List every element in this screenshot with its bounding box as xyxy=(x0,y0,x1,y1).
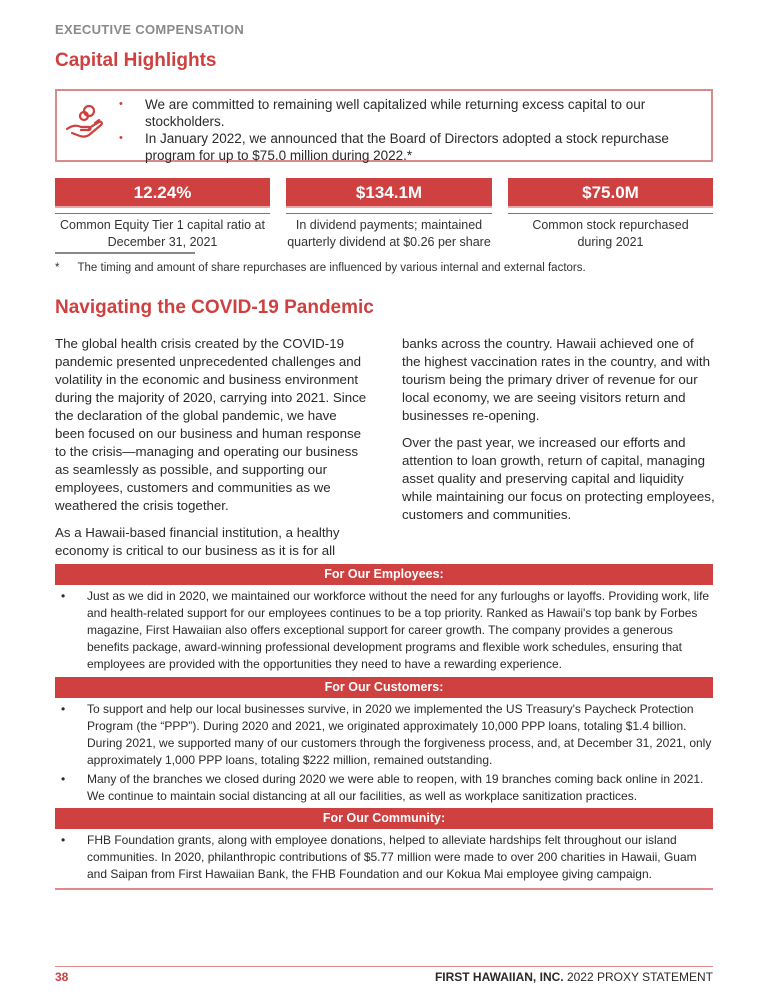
capital-highlights-title: Capital Highlights xyxy=(55,50,217,71)
callout-bullet: • We are committed to remaining well capitalized while returning excess capital to our stockholders. xyxy=(119,96,699,130)
section-kicker: EXECUTIVE COMPENSATION xyxy=(55,22,245,37)
capital-callout xyxy=(55,89,713,162)
stat-cet1 xyxy=(55,178,270,251)
paragraph: banks across the country. Hawaii achieved one of the highest vaccination rates in the country, and with tourism being the primary driver of revenue for our local economy, we are seeing visitors return and businesses re-opening. xyxy=(402,336,710,423)
footnote-text: The timing and amount of share repurchases are influenced by various internal and external factors. xyxy=(77,262,586,274)
stat-desc: In dividend payments; maintained quarterly dividend at $0.26 per share xyxy=(286,213,492,251)
document-name: 2022 PROXY STATEMENT xyxy=(563,970,713,984)
stat-dividends xyxy=(286,178,492,251)
covid-right-column xyxy=(402,335,715,533)
stat-value: $75.0M xyxy=(508,178,713,208)
stat-desc: Common stock repurchased during 2021 xyxy=(508,213,713,251)
stat-value: 12.24% xyxy=(55,178,270,208)
page-footer xyxy=(55,966,713,984)
community-section xyxy=(55,808,713,890)
section-header: For Our Employees: xyxy=(55,564,713,585)
paragraph: As a Hawaii-based financial institution, a healthy economy is critical to our business as it is for all xyxy=(55,525,340,558)
callout-bullet: • In January 2022, we announced that the Board of Directors adopted a stock repurchase program for up to $75.0 million during 2022.* xyxy=(119,130,699,164)
employees-section xyxy=(55,564,713,680)
covid-left-column xyxy=(55,335,368,569)
section-bullet: • Just as we did in 2020, we maintained our workforce without the need for any furloughs or layoffs. Providing work, life and health-related support for our employees continues to be a top priority. Ranked as Hawaii's top bank by Forbes magazine, First Hawaiian also offers exceptional support for career growth. The company provides a generous benefits package, award-winning professional development programs and flexible work schedules, ensuring that employees are provided with the opportunities they need to have a rewarding experience. xyxy=(55,588,713,673)
document-title xyxy=(435,970,713,984)
stat-desc: Common Equity Tier 1 capital ratio at December 31, 2021 xyxy=(55,213,270,251)
section-bullet: • Many of the branches we closed during 2020 we were able to reopen, with 19 branches coming back online in 2021. We continue to maintain social distancing at all our facilities, as well as workplace sanitization practices. xyxy=(55,771,713,805)
section-bullet: • To support and help our local businesses survive, in 2020 we implemented the US Treasury's Paycheck Protection Program (the “PPP”). During 2020 and 2021, we originated approximately 10,000 PPP loans, totaling $1.4 billion. During 2021, we supported many of our customers through the forgiveness process, and, at December 31, 2021, only approximately 1,000 PPP loans, totaling $222 million, remained outstanding. xyxy=(55,701,713,769)
section-bullet: • FHB Foundation grants, along with employee donations, helped to alleviate hardships felt throughout our island communities. In 2020, philanthropic contributions of $5.77 million were made to over 200 charities in Hawaii, Guam and Saipan from First Hawaiian Bank, the FHB Foundation and our Kokua Mai employee giving campaign. xyxy=(55,832,713,883)
page-number: 38 xyxy=(55,970,69,984)
footnote-mark: * xyxy=(55,262,60,274)
company-name: FIRST HAWAIIAN, INC. xyxy=(434,970,564,984)
customers-section xyxy=(55,677,713,812)
divider xyxy=(55,252,195,254)
paragraph: The global health crisis created by the COVID-19 pandemic presented unprecedented challenges and volatility in the economic and business environment during the majority of 2020, carrying into 2021. Since the declaration of the global pandemic, we have been focused on our business and human response to the crisis—managing and operating our business as seamlessly as possible, and supporting our employees, customers and communities as we weathered the crisis together. xyxy=(55,336,367,513)
stat-repurchase xyxy=(508,178,713,251)
section-header: For Our Customers: xyxy=(55,677,713,698)
hand-coin-icon xyxy=(65,103,111,147)
paragraph: Over the past year, we increased our efforts and attention to loan growth, return of capital, managing asset quality and preserving capital and liquidity while maintaining our focus on protecting employees, customers and communities. xyxy=(402,435,715,522)
footnote xyxy=(55,262,586,274)
stat-value: $134.1M xyxy=(286,178,492,208)
section-header: For Our Community: xyxy=(55,808,713,829)
covid-title: Navigating the COVID-19 Pandemic xyxy=(55,297,374,318)
